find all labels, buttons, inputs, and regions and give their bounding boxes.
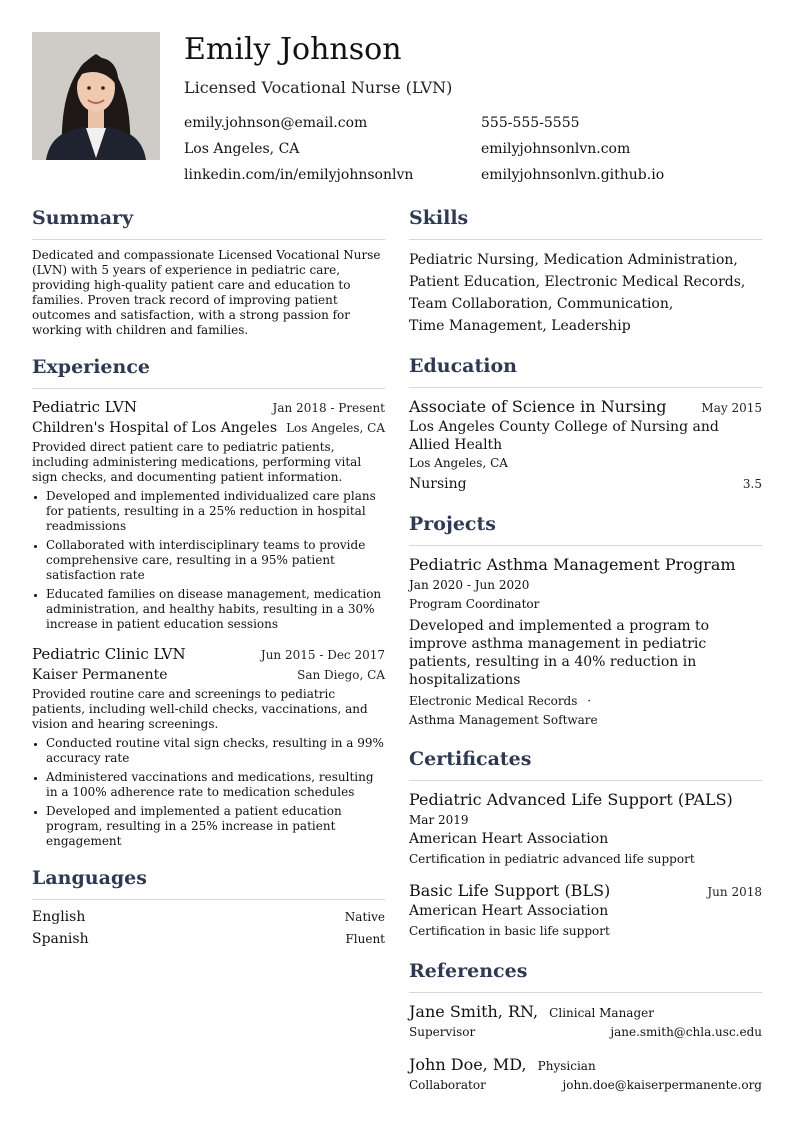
reference-email[interactable]: john.doe@kaiserpermanente.org bbox=[562, 1078, 762, 1092]
achievement-item: • Administered vaccinations and medications, resulting in a 100% adherence rate to medication schedules bbox=[46, 770, 385, 800]
education-section bbox=[409, 354, 762, 495]
github-link[interactable]: emilyjohnsonlvn.github.io bbox=[481, 167, 665, 183]
certificate-date: Jun 2018 bbox=[707, 885, 762, 899]
graduation-date: May 2015 bbox=[701, 401, 762, 415]
keyword-separator: · bbox=[587, 694, 592, 708]
certificate-name: Pediatric Advanced Life Support (PALS) bbox=[409, 790, 733, 809]
job-dates: Jan 2018 - Present bbox=[272, 401, 385, 415]
language-name: English bbox=[32, 909, 86, 925]
experience-section bbox=[32, 355, 385, 849]
email-link[interactable]: emily.johnson@email.com bbox=[184, 115, 368, 131]
reference-relation: Supervisor bbox=[409, 1025, 476, 1039]
language-row bbox=[32, 906, 385, 928]
location-text: Los Angeles, CA bbox=[184, 141, 300, 157]
right-column bbox=[409, 206, 762, 1112]
experience-heading: Experience bbox=[32, 355, 385, 389]
school-name: Los Angeles County College of Nursing and Allied Health bbox=[409, 419, 719, 453]
candidate-headline: Licensed Vocational Nurse (LVN) bbox=[184, 78, 453, 97]
achievement-item: • Developed and implemented a patient education program, resulting in a 25% increase in patient engagement bbox=[46, 804, 385, 849]
references-heading: References bbox=[409, 959, 762, 993]
education-heading: Education bbox=[409, 354, 762, 388]
achievement-list bbox=[32, 736, 385, 849]
certificate-item bbox=[409, 880, 762, 942]
phone-number[interactable]: 555-555-5555 bbox=[481, 115, 580, 131]
project-dates: Jan 2020 - Jun 2020 bbox=[409, 578, 530, 592]
summary-heading: Summary bbox=[32, 206, 385, 240]
reference-email[interactable]: jane.smith@chla.usc.edu bbox=[610, 1025, 762, 1039]
references-section bbox=[409, 959, 762, 1095]
skills-section bbox=[409, 206, 762, 337]
achievement-item: • Conducted routine vital sign checks, resulting in a 99% accuracy rate bbox=[46, 736, 385, 766]
reference-name: John Doe, MD, bbox=[409, 1055, 527, 1074]
profile-photo bbox=[32, 32, 160, 160]
reference-position: Physician bbox=[537, 1059, 596, 1073]
projects-heading: Projects bbox=[409, 512, 762, 546]
experience-item bbox=[32, 644, 385, 849]
reference-item bbox=[409, 1001, 762, 1042]
language-level: Fluent bbox=[345, 932, 385, 946]
skills-line: Pediatric Nursing, Medication Administration, bbox=[409, 252, 738, 268]
skills-list bbox=[409, 249, 762, 337]
job-title: Pediatric Clinic LVN bbox=[32, 645, 186, 663]
project-keyword: Asthma Management Software bbox=[409, 713, 598, 727]
job-description: Provided direct patient care to pediatric patients, including administering medications, performing vital sign checks, and documenting patient information. bbox=[32, 440, 362, 484]
gpa-value: 3.5 bbox=[742, 477, 762, 491]
languages-heading: Languages bbox=[32, 866, 385, 900]
summary-text: Dedicated and compassionate Licensed Vocational Nurse (LVN) with 5 years of experience in pediatric care, providing high-quality patient care and education to families. Proven track record of improving patient outcomes and satisfaction, with a strong passion for working with children and families. bbox=[32, 248, 381, 337]
skills-line: Patient Education, Electronic Medical Records, bbox=[409, 274, 746, 290]
job-description: Provided routine care and screenings to pediatric patients, including well-child checks, vaccinations, and vision and hearing screenings. bbox=[32, 687, 368, 731]
candidate-name: Emily Johnson bbox=[184, 32, 402, 67]
skills-line: Time Management, Leadership bbox=[409, 318, 631, 334]
certificate-summary: Certification in basic life support bbox=[409, 924, 610, 938]
degree-title: Associate of Science in Nursing bbox=[409, 397, 667, 416]
job-title: Pediatric LVN bbox=[32, 398, 137, 416]
certificate-item bbox=[409, 789, 762, 870]
reference-item bbox=[409, 1054, 762, 1095]
language-name: Spanish bbox=[32, 931, 89, 947]
certificate-name: Basic Life Support (BLS) bbox=[409, 881, 611, 900]
language-level: Native bbox=[344, 910, 385, 924]
job-location: San Diego, CA bbox=[297, 668, 385, 682]
left-column bbox=[32, 206, 385, 967]
certificate-issuer: American Heart Association bbox=[409, 903, 609, 919]
project-name: Pediatric Asthma Management Program bbox=[409, 555, 736, 574]
summary-section bbox=[32, 206, 385, 338]
linkedin-link[interactable]: linkedin.com/in/emilyjohnsonlvn bbox=[184, 167, 414, 183]
achievement-list bbox=[32, 489, 385, 632]
language-row bbox=[32, 928, 385, 950]
languages-section bbox=[32, 866, 385, 950]
project-role: Program Coordinator bbox=[409, 597, 540, 611]
achievement-item: • Educated families on disease management, medication administration, and healthy habits, resulting in a 30% increase in patient education sessions bbox=[46, 587, 385, 632]
skills-line: Team Collaboration, Communication, bbox=[409, 296, 674, 312]
skills-heading: Skills bbox=[409, 206, 762, 240]
reference-relation: Collaborator bbox=[409, 1078, 486, 1092]
reference-name: Jane Smith, RN, bbox=[409, 1002, 539, 1021]
certificate-date: Mar 2019 bbox=[409, 813, 469, 827]
achievement-item: • Developed and implemented individualized care plans for patients, resulting in a 25% reduction in hospital readmissions bbox=[46, 489, 385, 534]
project-keyword: Electronic Medical Records bbox=[409, 694, 578, 708]
company-name: Kaiser Permanente bbox=[32, 667, 168, 683]
certificate-issuer: American Heart Association bbox=[409, 831, 609, 847]
achievement-item: • Collaborated with interdisciplinary teams to provide comprehensive care, resulting in a 95% patient satisfaction rate bbox=[46, 538, 385, 583]
certificates-section bbox=[409, 747, 762, 942]
company-name: Children's Hospital of Los Angeles bbox=[32, 420, 278, 436]
projects-section bbox=[409, 512, 762, 730]
school-location: Los Angeles, CA bbox=[409, 456, 508, 470]
experience-item bbox=[32, 397, 385, 632]
job-dates: Jun 2015 - Dec 2017 bbox=[260, 648, 385, 662]
website-link[interactable]: emilyjohnsonlvn.com bbox=[481, 141, 631, 157]
portrait-image-icon bbox=[32, 32, 160, 160]
project-description: Developed and implemented a program to improve asthma management in pediatric patients, resulting in a 40% reduction in hospitalizations bbox=[409, 618, 710, 688]
job-location: Los Angeles, CA bbox=[286, 421, 385, 435]
certificate-summary: Certification in pediatric advanced life support bbox=[409, 852, 695, 866]
reference-position: Clinical Manager bbox=[549, 1006, 654, 1020]
certificates-heading: Certificates bbox=[409, 747, 762, 781]
field-of-study: Nursing bbox=[409, 476, 467, 492]
